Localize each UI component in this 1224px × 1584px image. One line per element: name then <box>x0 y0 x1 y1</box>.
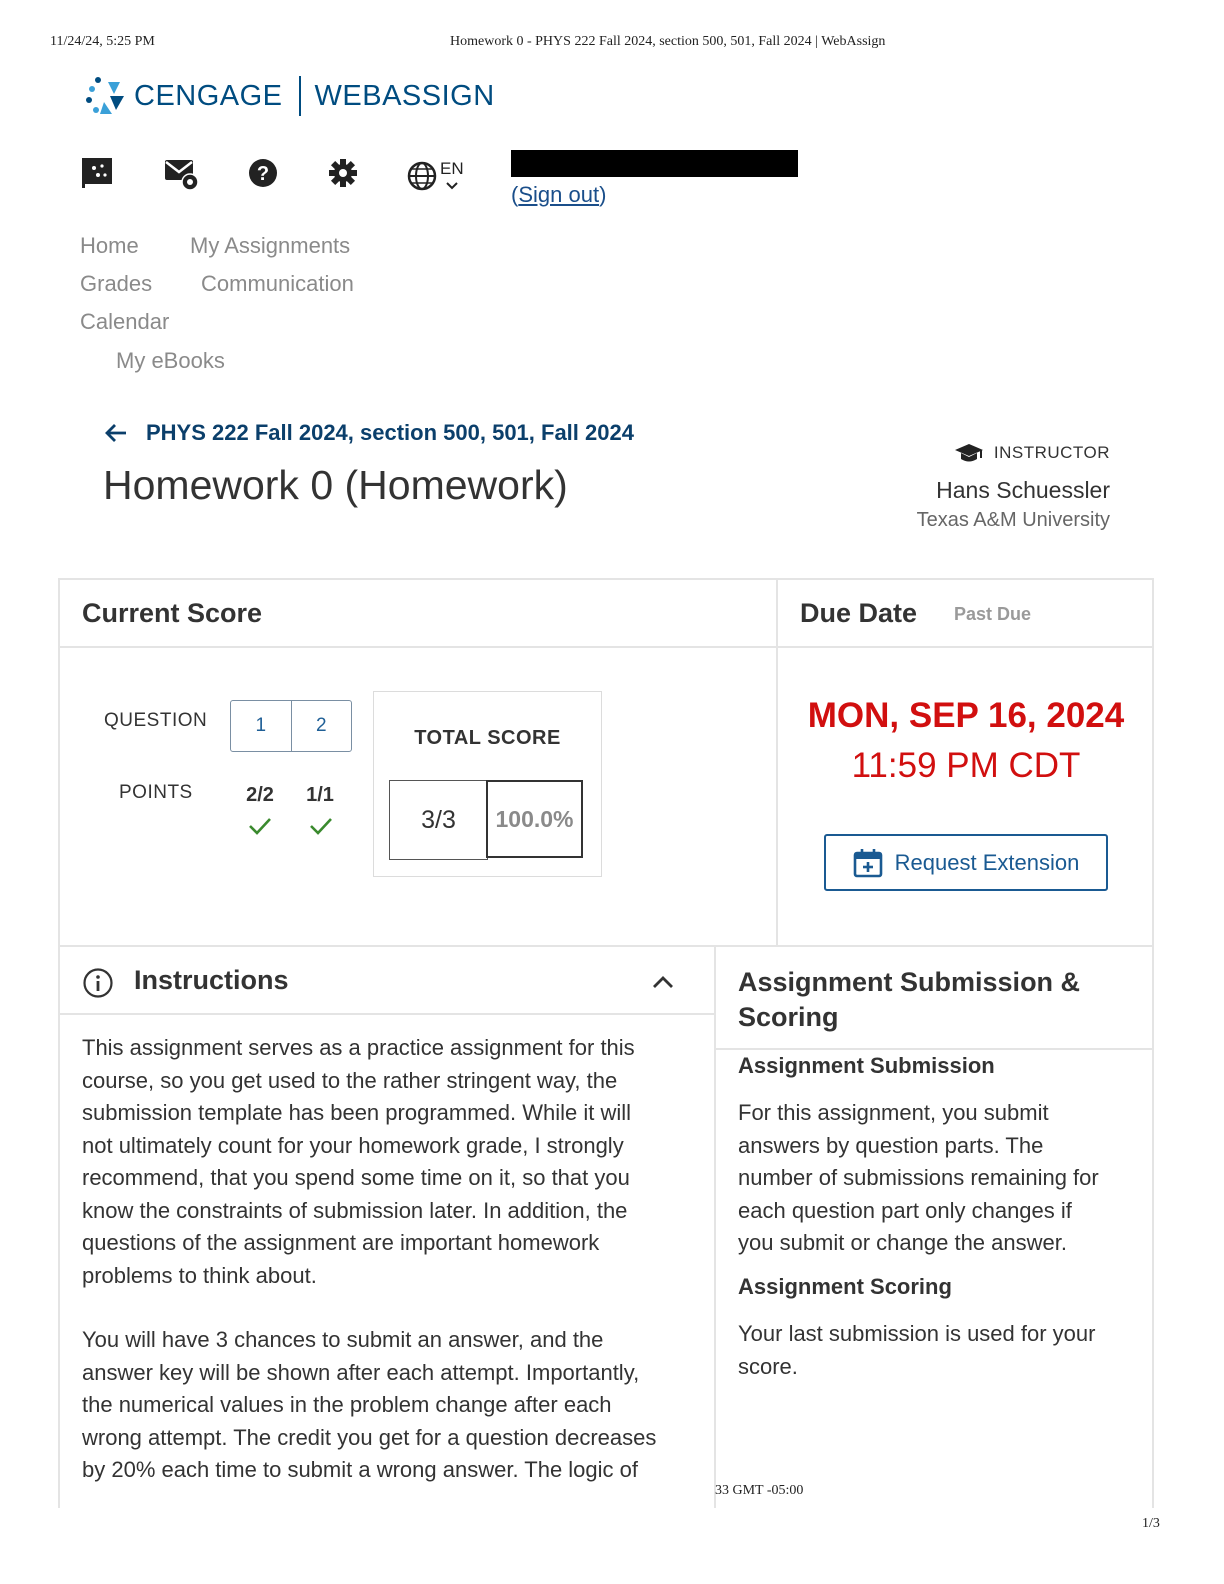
request-extension-button[interactable] <box>824 834 1108 891</box>
question-2-points: 1/1 <box>306 784 334 806</box>
points-label: POINTS <box>119 782 193 803</box>
submission-scoring-panel <box>714 945 1154 1508</box>
instructions-line: problems to think about. <box>82 1262 317 1288</box>
page-title: Homework 0 (Homework) <box>103 462 568 508</box>
globe-icon <box>406 160 438 192</box>
total-score-label: TOTAL SCORE <box>414 727 561 749</box>
language-selector[interactable] <box>406 158 466 192</box>
nav-home[interactable]: Home <box>80 233 139 258</box>
cengage-webassign-logo[interactable] <box>84 74 495 118</box>
gear-icon[interactable] <box>328 158 358 193</box>
total-score-points: 3/3 <box>389 780 488 860</box>
instructions-line: answer key will be shown after each attempt. Importantly, <box>82 1359 640 1385</box>
question-selector <box>230 700 352 752</box>
scoring-line: Your last submission is used for your <box>738 1321 1096 1346</box>
cengage-logo-icon <box>84 74 128 118</box>
submission-line: number of submissions remaining for <box>738 1165 1099 1190</box>
instructions-line: This assignment serves as a practice assignment for this <box>82 1035 635 1060</box>
instructions-paragraph-2 <box>82 1324 712 1487</box>
nav-my-assignments[interactable]: My Assignments <box>190 233 351 258</box>
instructions-line: by 20% each time to submit a wrong answer. The logic of <box>82 1457 638 1482</box>
nav-grades[interactable]: Grades <box>80 271 153 296</box>
redacted-username <box>511 150 798 177</box>
instructions-line: You will have 3 chances to submit an answer, and the <box>82 1327 604 1352</box>
instructor-header <box>954 442 1110 464</box>
instructions-title: Instructions <box>134 965 289 995</box>
instructor-name: Hans Schuessler <box>936 477 1110 503</box>
sign-out <box>511 182 606 208</box>
instructions-paragraph-1 <box>82 1032 702 1292</box>
info-icon <box>82 967 114 999</box>
dashboard-icon[interactable] <box>82 156 114 193</box>
instructions-line: the numerical values in the problem change after each <box>82 1392 612 1417</box>
help-icon[interactable] <box>248 158 278 193</box>
instructions-line: recommend, that you spend some time on it, so that you <box>82 1165 630 1190</box>
past-due-badge: Past Due <box>954 604 1032 624</box>
panel-divider <box>60 646 776 648</box>
assignment-scoring-heading: Assignment Scoring <box>738 1274 952 1299</box>
total-score-percent: 100.0% <box>486 780 583 858</box>
question-2-link[interactable]: 2 <box>315 715 327 736</box>
due-date-title: Due Date <box>800 598 918 628</box>
assignment-submission-text <box>738 1097 1148 1260</box>
scoring-line: score. <box>738 1353 798 1379</box>
course-name: PHYS 222 Fall 2024, section 500, 501, Fall 2024 <box>146 420 634 445</box>
panel-divider <box>60 1013 714 1015</box>
assignment-submission-heading: Assignment Submission <box>738 1053 995 1078</box>
print-doc-title: Homework 0 - PHYS 222 Fall 2024, section 500, 501, Fall 2024 | WebAssign <box>450 34 886 49</box>
instructions-line: course, so you get used to the rather stringent way, the <box>82 1067 618 1093</box>
question-1-link[interactable]: 1 <box>231 701 292 751</box>
signout-paren-open: ( <box>511 182 519 207</box>
submission-scoring-title <box>738 965 1080 1035</box>
panel-divider <box>778 646 1152 648</box>
checkmark-icon <box>309 816 333 836</box>
due-date-panel <box>776 578 1154 947</box>
print-page-number: 1/3 <box>1142 1516 1160 1531</box>
course-back-link[interactable] <box>104 420 634 446</box>
instructions-line: wrong attempt. The credit you get for a question decreases <box>82 1424 657 1450</box>
language-code: EN <box>440 159 464 178</box>
question-1-points: 2/2 <box>246 784 274 806</box>
submission-line: each question part only changes if <box>738 1197 1072 1223</box>
checkmark-icon <box>248 816 272 836</box>
svg-text:?: ? <box>256 163 270 185</box>
panel-divider <box>716 1048 1152 1050</box>
instructor-university: Texas A&M University <box>916 509 1110 531</box>
signout-paren-close: ) <box>599 182 607 207</box>
print-datetime: 11/24/24, 5:25 PM <box>50 34 155 49</box>
current-score-title: Current Score <box>82 598 263 628</box>
arrow-left-icon <box>104 422 128 444</box>
instructions-line: not ultimately count for your homework grade, I strongly <box>82 1132 624 1158</box>
submission-line: you submit or change the answer. <box>738 1230 1067 1255</box>
total-score-box <box>373 691 602 877</box>
calendar-plus-icon <box>853 848 883 878</box>
messages-settings-icon[interactable] <box>164 158 200 197</box>
submission-scoring-title-line: Assignment Submission & <box>738 967 1081 997</box>
due-date: MON, SEP 16, 2024 <box>807 696 1125 735</box>
instructions-panel <box>58 945 716 1545</box>
submission-line: For this assignment, you submit <box>738 1100 1049 1125</box>
print-footer-fragment: 33 GMT -05:00 <box>715 1483 804 1498</box>
page-cut-mask <box>50 1508 1224 1584</box>
graduation-cap-icon <box>954 442 984 464</box>
instructor-label: INSTRUCTOR <box>993 443 1110 462</box>
instructions-line: submission template has been programmed. While it will <box>82 1100 632 1125</box>
chevron-up-icon[interactable] <box>652 975 674 989</box>
due-time: 11:59 PM CDT <box>851 746 1081 785</box>
nav-calendar[interactable]: Calendar <box>80 309 170 334</box>
assignment-scoring-text <box>738 1318 1148 1383</box>
logo-separator <box>299 76 301 116</box>
chevron-down-icon <box>446 182 458 190</box>
instructions-line: know the constraints of submission later. In addition, the <box>82 1197 628 1223</box>
nav-my-ebooks[interactable]: My eBooks <box>116 348 225 373</box>
submission-scoring-title-line: Scoring <box>738 1002 839 1032</box>
logo-text-cengage: CENGAGE <box>134 79 283 112</box>
submission-line: answers by question parts. The <box>738 1132 1044 1158</box>
nav-communication[interactable]: Communication <box>201 271 354 296</box>
logo-text-webassign: WEBASSIGN <box>314 79 495 112</box>
sign-out-link[interactable]: Sign out <box>518 182 600 207</box>
question-label: QUESTION <box>104 710 208 731</box>
current-score-panel <box>58 578 778 947</box>
instructions-line: questions of the assignment are important homework <box>82 1230 600 1255</box>
request-extension-label: Request Extension <box>894 849 1080 875</box>
